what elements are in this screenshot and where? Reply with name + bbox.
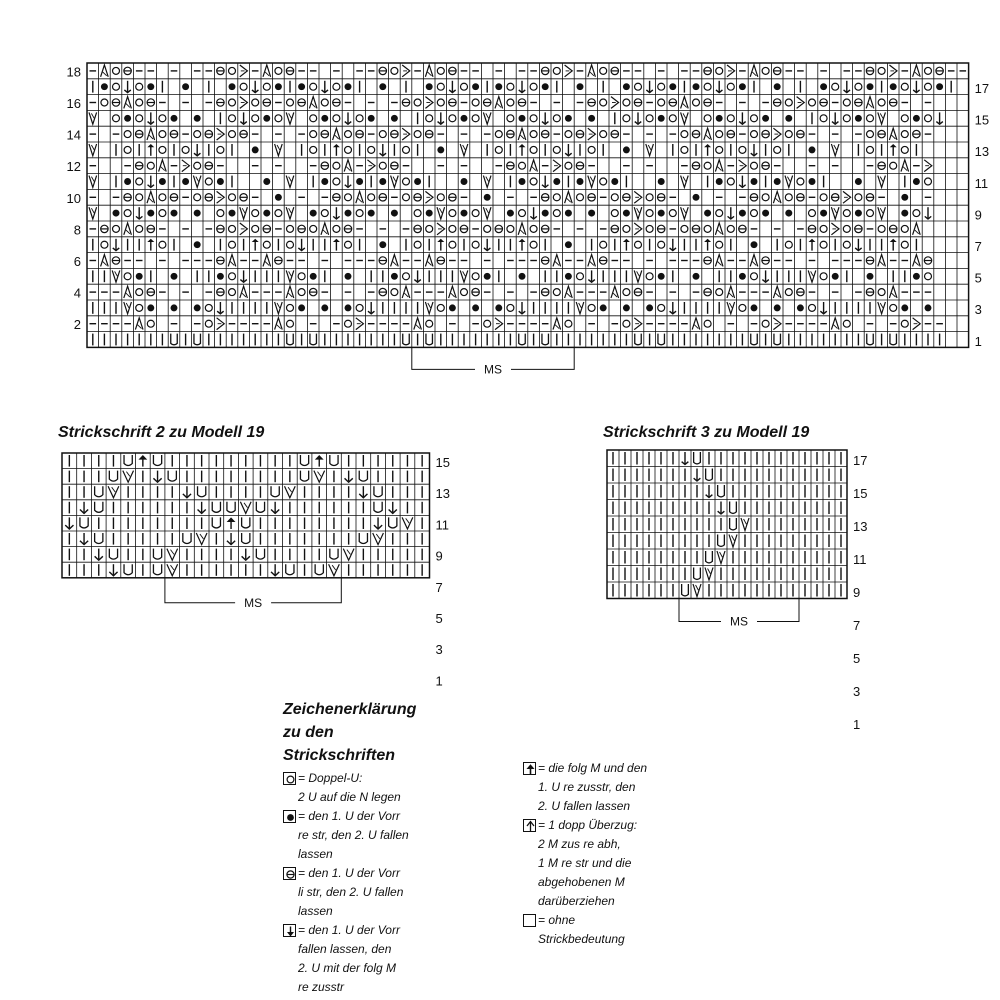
- dot-symbol: [588, 115, 595, 122]
- dot-symbol: [229, 210, 236, 217]
- arrow-up-double-icon: [523, 819, 536, 832]
- legend-entry: [283, 864, 463, 921]
- row-number-right: 5: [974, 270, 982, 286]
- legend: [283, 698, 723, 997]
- dot-symbol: [809, 146, 816, 153]
- dot-symbol: [437, 146, 444, 153]
- dot-symbol: [693, 273, 700, 280]
- dot-symbol: [855, 115, 862, 122]
- dot-symbol: [368, 115, 375, 122]
- dot-symbol: [147, 83, 154, 90]
- dot-symbol: [472, 304, 479, 311]
- dot-symbol: [484, 273, 491, 280]
- dot-symbol: [542, 210, 549, 217]
- arrow-up-fat-icon: [523, 762, 536, 775]
- dot-symbol: [519, 178, 526, 185]
- dot-symbol: [217, 178, 224, 185]
- dot-symbol: [716, 115, 723, 122]
- dot-symbol: [611, 178, 618, 185]
- double-yarn-over-icon: [283, 772, 296, 785]
- row-number-left: 2: [73, 317, 81, 333]
- dot-symbol: [124, 178, 131, 185]
- chart-2-title: Strickschrift 2 zu Modell 19: [58, 424, 265, 441]
- row-number-right: 9: [853, 584, 861, 600]
- dot-symbol: [774, 304, 781, 311]
- row-number-right: 15: [974, 112, 990, 128]
- dot-symbol: [577, 83, 584, 90]
- row-number-right: 1: [435, 673, 443, 689]
- dot-symbol: [275, 83, 282, 90]
- row-number-left: 14: [66, 127, 81, 143]
- chart-3-grid: [605, 448, 905, 732]
- dot-symbol: [229, 83, 236, 90]
- legend-text: = Doppel-U: 2 U auf die N legen: [298, 771, 401, 804]
- dot-symbol: [623, 146, 630, 153]
- dot-symbol: [495, 83, 502, 90]
- dot-symbol: [890, 83, 897, 90]
- dot-symbol: [565, 115, 572, 122]
- chart-3: [605, 448, 905, 732]
- chart-1: [58, 60, 990, 400]
- ms-bracket: [165, 578, 341, 610]
- dot-symbol: [774, 178, 781, 185]
- row-number-right: 7: [853, 617, 861, 633]
- row-numbers: [853, 453, 867, 732]
- dot-symbol: [345, 273, 352, 280]
- row-number-left: 12: [66, 159, 81, 175]
- legend-entry: [523, 759, 703, 816]
- dot-symbol: [774, 83, 781, 90]
- legend-title: Zeichenerklärung zu den Strickschriften: [283, 701, 417, 764]
- ms-label: MS: [484, 362, 502, 377]
- legend-entry: [523, 816, 703, 911]
- row-number-right: 11: [974, 175, 989, 191]
- dot-symbol: [751, 241, 758, 248]
- row-number-right: 1: [853, 716, 861, 732]
- row-number-right: 5: [435, 611, 443, 627]
- row-number-right: 15: [435, 455, 450, 471]
- dot-symbol: [379, 83, 386, 90]
- theta-icon: [283, 867, 296, 880]
- row-number-right: 17: [853, 452, 868, 468]
- dot-symbol: [739, 83, 746, 90]
- dot-symbol: [379, 241, 386, 248]
- dot-symbol: [426, 210, 433, 217]
- legend-text: = den 1. U der Vorr li str, den 2. U fallen lassen: [298, 866, 404, 918]
- row-number-right: 11: [853, 551, 867, 567]
- dot-symbol: [925, 304, 932, 311]
- dot-symbol: [171, 115, 178, 122]
- dot-symbol: [472, 83, 479, 90]
- row-number-left: 8: [73, 222, 81, 238]
- row-number-right: 7: [435, 579, 443, 595]
- dot-symbol: [936, 83, 943, 90]
- dot-symbol: [321, 304, 328, 311]
- dot-symbol: [704, 210, 711, 217]
- dot-symbol: [762, 210, 769, 217]
- dot-symbol: [751, 304, 758, 311]
- dot-symbol: [321, 115, 328, 122]
- dot-symbol: [495, 304, 502, 311]
- dot-symbol: [507, 210, 514, 217]
- dot-symbol: [113, 210, 120, 217]
- dot-symbol: [217, 273, 224, 280]
- row-number-right: 9: [974, 207, 982, 223]
- dot-symbol: [855, 210, 862, 217]
- dot-symbol: [716, 178, 723, 185]
- dot-symbol: [426, 83, 433, 90]
- dot-symbol: [913, 273, 920, 280]
- legend-text: = den 1. U der Vorr re str, den 2. U fallen lassen: [298, 809, 409, 861]
- row-number-left: 6: [73, 254, 81, 270]
- chart-2: [58, 450, 478, 689]
- dot-symbol: [809, 178, 816, 185]
- dot-symbol: [461, 210, 468, 217]
- dot-symbol: [565, 210, 572, 217]
- dot-symbol: [623, 304, 630, 311]
- row-number-right: 3: [853, 683, 861, 699]
- dot-symbol: [194, 210, 201, 217]
- legend-column-1: [283, 769, 463, 997]
- ms-bracket: [412, 347, 574, 376]
- dot-symbol: [797, 304, 804, 311]
- dot-symbol: [345, 210, 352, 217]
- dot-symbol: [461, 115, 468, 122]
- dot-symbol: [194, 115, 201, 122]
- dot-symbol: [136, 273, 143, 280]
- row-number-left: 10: [66, 190, 81, 206]
- dot-symbol: [553, 178, 560, 185]
- dot-symbol: [588, 210, 595, 217]
- chart-3-title: Strickschrift 3 zu Modell 19: [603, 424, 810, 441]
- row-number-right: 9: [435, 548, 443, 564]
- legend-text: = die folg M und den 1. U re zusstr, den 2. U fallen lassen: [538, 761, 648, 813]
- row-number-right: 15: [853, 485, 868, 501]
- dot-symbol: [623, 210, 630, 217]
- dot-symbol: [263, 115, 270, 122]
- dot-symbol: [182, 178, 189, 185]
- ms-label: MS: [244, 595, 263, 610]
- dot-symbol: [901, 194, 908, 201]
- dot-symbol: [739, 273, 746, 280]
- row-number-right: 5: [853, 650, 861, 666]
- empty-icon: [523, 914, 536, 927]
- dot-symbol: [194, 304, 201, 311]
- legend-text: = den 1. U der Vorr fallen lassen, den 2. U mit der folg M re zusstr: [298, 923, 400, 994]
- dot-symbol: [751, 178, 758, 185]
- dot-symbol: [321, 178, 328, 185]
- dot-symbol: [785, 210, 792, 217]
- dot-symbol: [252, 146, 259, 153]
- dot-symbol: [391, 273, 398, 280]
- dot-symbol: [124, 115, 131, 122]
- dot-symbol: [785, 115, 792, 122]
- dot-symbol: [565, 273, 572, 280]
- dot-symbol: [310, 273, 317, 280]
- dot-symbol: [147, 304, 154, 311]
- row-number-right: 13: [435, 486, 450, 502]
- dot-symbol: [345, 304, 352, 311]
- dot-symbol: [356, 178, 363, 185]
- dot-symbol: [298, 83, 305, 90]
- dot-symbol: [913, 115, 920, 122]
- dot-symbol: [379, 178, 386, 185]
- legend-entry: [283, 769, 463, 807]
- dot-symbol: [867, 273, 874, 280]
- legend-entry: [523, 911, 703, 949]
- dot-symbol: [867, 83, 874, 90]
- ms-label: MS: [730, 614, 748, 629]
- dot-symbol: [414, 178, 421, 185]
- legend-entry: [283, 921, 463, 997]
- row-number-right: 7: [974, 239, 982, 255]
- dot-symbol: [739, 210, 746, 217]
- dot-symbol: [855, 178, 862, 185]
- dot-symbol: [461, 178, 468, 185]
- dot-symbol: [368, 210, 375, 217]
- legend-text: = 1 dopp Überzug: 2 M zus re abh, 1 M re str und die abgehobenen M darüberziehen: [538, 818, 638, 908]
- dot-symbol: [298, 304, 305, 311]
- dot-symbol: [171, 210, 178, 217]
- dot-symbol: [391, 210, 398, 217]
- dot-symbol: [484, 194, 491, 201]
- dot-symbol: [832, 273, 839, 280]
- dot-symbol: [542, 83, 549, 90]
- dot-symbol: [669, 83, 676, 90]
- dot-symbol: [101, 83, 108, 90]
- dot-symbol: [600, 304, 607, 311]
- legend-text: = ohne Strickbedeutung: [538, 913, 625, 946]
- chart-1-grid: [58, 60, 990, 400]
- legend-column-2: [523, 759, 703, 997]
- grid-cells: [607, 450, 847, 599]
- dot-symbol: [449, 304, 456, 311]
- row-number-left: 4: [73, 285, 81, 301]
- dot-symbol: [658, 210, 665, 217]
- dot-symbol: [623, 83, 630, 90]
- ms-bracket: [679, 599, 799, 629]
- arrow-down-icon: [283, 924, 296, 937]
- dot-symbol: [693, 194, 700, 201]
- dot-symbol: [913, 178, 920, 185]
- row-numbers: [436, 455, 450, 688]
- dot-symbol: [901, 304, 908, 311]
- dot-symbol: [159, 178, 166, 185]
- row-number-left: 16: [66, 96, 81, 112]
- dot-symbol: [275, 194, 282, 201]
- row-number-right: 17: [974, 81, 990, 97]
- dot-symbol: [693, 83, 700, 90]
- dot-symbol: [577, 178, 584, 185]
- dot-symbol: [171, 304, 178, 311]
- chart-2-grid: [58, 450, 478, 689]
- dot-symbol: [345, 83, 352, 90]
- dot-symbol: [310, 210, 317, 217]
- dot-symbol: [263, 210, 270, 217]
- row-number-right: 13: [853, 518, 868, 534]
- dot-symbol: [391, 115, 398, 122]
- dot-symbol: [565, 241, 572, 248]
- dot-symbol: [194, 241, 201, 248]
- dot-symbol: [519, 273, 526, 280]
- dot-symbol: [820, 210, 827, 217]
- dot-symbol: [658, 273, 665, 280]
- row-number-right: 1: [974, 333, 982, 349]
- dot-symbol: [658, 178, 665, 185]
- dot-symbol: [171, 273, 178, 280]
- row-number-right: 3: [974, 302, 982, 318]
- legend-entry: [283, 807, 463, 864]
- row-number-right: 3: [435, 642, 443, 658]
- row-number-left: 18: [66, 64, 81, 80]
- dot-symbol: [519, 115, 526, 122]
- dot-symbol: [658, 115, 665, 122]
- dot-symbol: [820, 83, 827, 90]
- dot-symbol: [762, 115, 769, 122]
- row-number-right: 11: [435, 517, 449, 533]
- dot-symbol: [901, 210, 908, 217]
- dot-symbol: [147, 210, 154, 217]
- row-number-right: 13: [974, 144, 990, 160]
- dot-icon: [283, 810, 296, 823]
- dot-symbol: [646, 304, 653, 311]
- dot-symbol: [182, 83, 189, 90]
- dot-symbol: [263, 178, 270, 185]
